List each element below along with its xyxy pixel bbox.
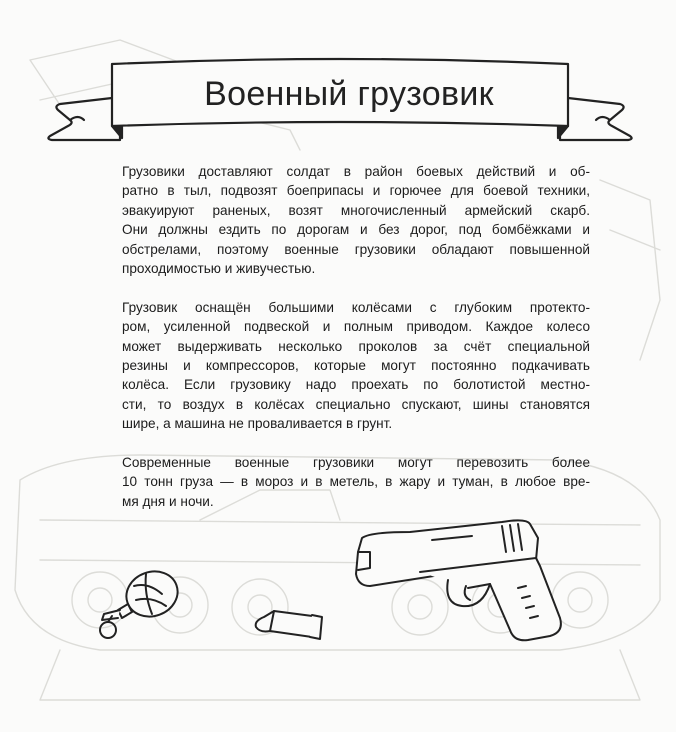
text-line: Грузовики доставляют солдат в район боевых действий и об- <box>122 164 590 179</box>
text-line: ратно в тыл, подвозят боеприпасы и горючее для боевой техники, <box>122 183 590 199</box>
text-line: эвакуируют раненых, возят многочисленный армейский скарб. <box>122 202 590 218</box>
paragraph-3 <box>122 453 590 511</box>
text-line: колёса. Если грузовику надо проехать по болотистой местно- <box>122 377 590 393</box>
text-line: мя дня и ночи. <box>122 493 214 509</box>
bullet-icon <box>250 605 330 645</box>
text-line: шире, а машина не проваливается в грунт. <box>122 416 393 432</box>
text-line: обстрелами, поэтому военные грузовики обладают повышенной <box>122 241 590 257</box>
text-line: ром, усиленной подвеской и полным приводом. Каждое колесо <box>122 319 590 335</box>
article-body <box>122 162 590 531</box>
paragraph-1 <box>122 162 590 278</box>
text-line: проходимостью и живучестью. <box>122 261 316 277</box>
text-line: Современные военные грузовики могут перевозить более <box>122 455 590 471</box>
paragraph-2 <box>122 298 590 434</box>
text-line: может выдерживать несколько проколов за счёт специальной <box>122 338 590 354</box>
text-line: 10 тонн груза — в мороз и в метель, в жару и туман, в любое вре- <box>122 474 590 490</box>
text-line: резины и компрессоров, которые могут постоянно подкачивать <box>122 358 590 374</box>
text-line: Они должны ездить по дорогам и без дорог, под бомбёжками и <box>122 222 590 238</box>
page-title: Военный грузовик <box>204 75 494 113</box>
grenade-icon <box>82 560 192 650</box>
text-line: сти, то воздух в колёсах специально спускают, шины становятся <box>122 396 590 412</box>
pistol-icon <box>350 508 610 648</box>
text-line: Грузовик оснащён большими колёсами с глубоким протекто- <box>122 299 590 315</box>
